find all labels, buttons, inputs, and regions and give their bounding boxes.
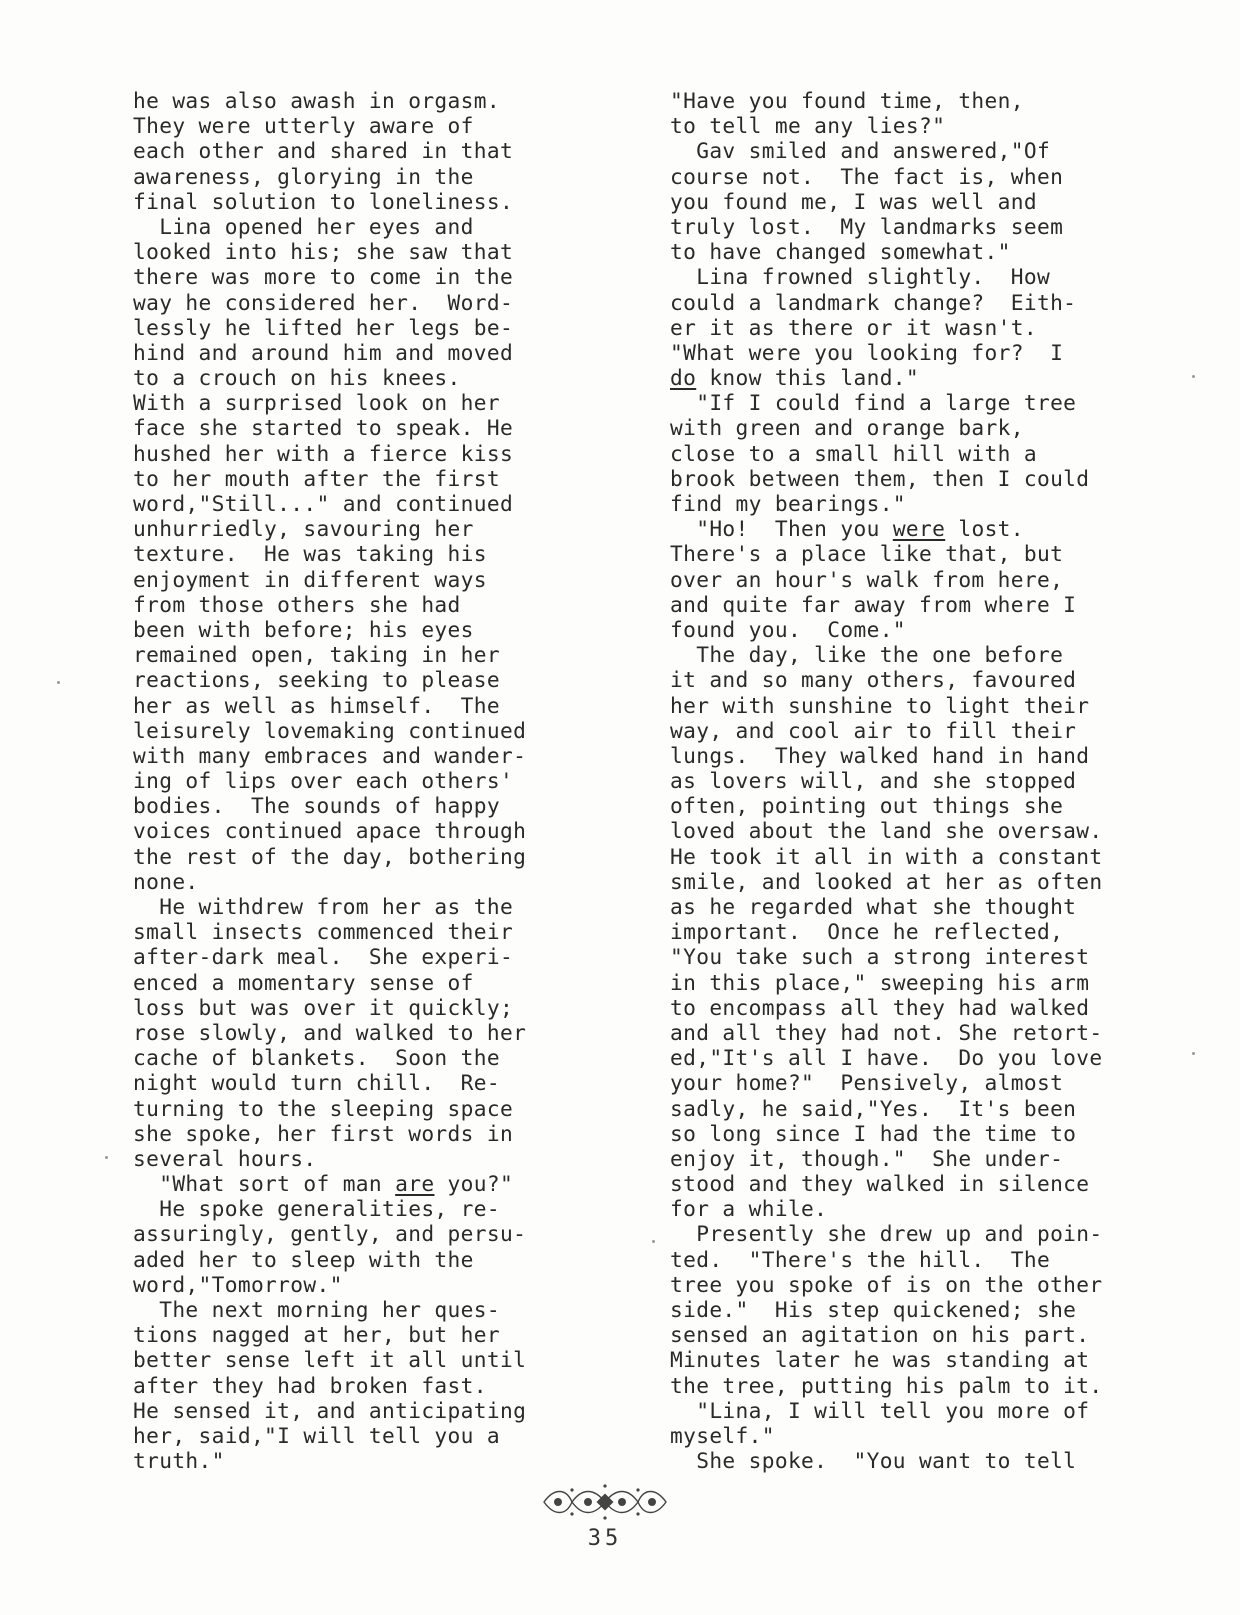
text-line: looked into his; she saw that xyxy=(133,239,514,265)
text-line: it and so many others, favoured xyxy=(670,667,1077,693)
text-line: side." His step quickened; she xyxy=(670,1297,1077,1322)
text-line: "If I could find a large tree xyxy=(670,390,1077,416)
text-line: enjoy it, though." She under- xyxy=(670,1145,1064,1171)
text-line: the rest of the day, bothering xyxy=(133,843,527,869)
text-line: sensed an agitation on his part. xyxy=(670,1322,1090,1348)
text-line: lungs. They walked hand in hand xyxy=(670,742,1090,768)
text-line: to tell me any lies?" xyxy=(670,113,946,139)
text-line: over an hour's walk from here, xyxy=(670,566,1064,592)
text-line: smile, and looked at her as often xyxy=(670,868,1103,894)
text-line: Presently she drew up and poin- xyxy=(670,1221,1103,1247)
text-line: none. xyxy=(133,868,199,894)
text-line: er it as there or it wasn't. xyxy=(670,314,1037,340)
text-line: awareness, glorying in the xyxy=(133,163,474,189)
text-line: rose slowly, and walked to her xyxy=(133,1019,527,1045)
text-line: found you. Come." xyxy=(670,616,906,642)
text-line: He spoke generalities, re- xyxy=(133,1196,500,1222)
text-line: "You take such a strong interest xyxy=(670,944,1090,970)
text-line: as he regarded what she thought xyxy=(670,894,1077,919)
text-line: There's a place like that, but xyxy=(670,541,1064,567)
text-line: she spoke, her first words in xyxy=(133,1120,514,1146)
text-line: They were utterly aware of xyxy=(133,113,474,139)
text-line: her, said,"I will tell you a xyxy=(133,1422,500,1448)
text-line: to a crouch on his knees. xyxy=(133,365,461,391)
text-line: face she started to speak. He xyxy=(133,415,514,441)
text-line: Gav smiled and answered,"Of xyxy=(670,138,1051,164)
text-line: for a while. xyxy=(670,1196,828,1222)
text-line: He sensed it, and anticipating xyxy=(133,1397,527,1423)
underlined-emphasis: are xyxy=(395,1171,435,1197)
text-line: truth." xyxy=(133,1448,225,1474)
text-line: way he considered her. Word- xyxy=(133,289,514,315)
left-text-column xyxy=(133,88,603,1473)
text-line: hushed her with a fierce kiss xyxy=(133,440,514,466)
text-line: reactions, seeking to please xyxy=(133,667,500,693)
text-line: myself." xyxy=(670,1422,775,1448)
text-line: and quite far away from where I xyxy=(670,591,1077,617)
text-line: texture. He was taking his xyxy=(133,541,487,567)
text-line: ted. "There's the hill. The xyxy=(670,1246,1051,1272)
text-line: He withdrew from her as the xyxy=(133,894,514,919)
text-line: been with before; his eyes xyxy=(133,616,474,642)
text-line: With a surprised look on her xyxy=(133,390,500,416)
text-line: your home?" Pensively, almost xyxy=(670,1070,1064,1096)
text-line: night would turn chill. Re- xyxy=(133,1070,500,1096)
text-line: find my bearings." xyxy=(670,491,906,516)
text-line: Minutes later he was standing at xyxy=(670,1347,1090,1373)
scan-speck xyxy=(105,1156,108,1159)
text-line: The day, like the one before xyxy=(670,642,1064,668)
text-line: aded her to sleep with the xyxy=(133,1246,474,1272)
scan-speck xyxy=(57,681,60,684)
scan-speck xyxy=(652,1240,655,1243)
text-line: from those others she had xyxy=(133,591,461,617)
text-line: often, pointing out things she xyxy=(670,793,1064,819)
text-line: to her mouth after the first xyxy=(133,465,500,491)
text-line: each other and shared in that xyxy=(133,138,514,164)
text-line: to have changed somewhat." xyxy=(670,239,1011,265)
text-line: "What were you looking for? I xyxy=(670,339,1064,365)
text-line: her as well as himself. The xyxy=(133,692,500,718)
text-line: do know this land." xyxy=(670,365,920,391)
text-line: her with sunshine to light their xyxy=(670,692,1090,718)
text-line: tions nagged at her, but her xyxy=(133,1322,500,1348)
text-line: there was more to come in the xyxy=(133,264,514,290)
text-line: The next morning her ques- xyxy=(133,1297,500,1322)
text-line: "Lina, I will tell you more of xyxy=(670,1397,1090,1423)
text-line: to encompass all they had walked xyxy=(670,994,1090,1020)
text-line: voices continued apace through xyxy=(133,818,527,844)
text-line: he was also awash in orgasm. xyxy=(133,88,500,113)
text-line: course not. The fact is, when xyxy=(670,163,1064,189)
text-line: ing of lips over each others' xyxy=(133,768,514,794)
text-line: final solution to loneliness. xyxy=(133,188,514,214)
text-line: He took it all in with a constant xyxy=(670,843,1103,869)
text-line: the tree, putting his palm to it. xyxy=(670,1372,1103,1398)
text-line: you found me, I was well and xyxy=(670,188,1037,214)
text-line: with green and orange bark, xyxy=(670,415,1024,441)
text-line: close to a small hill with a xyxy=(670,440,1037,466)
underlined-emphasis: were xyxy=(892,516,946,542)
text-line: remained open, taking in her xyxy=(133,642,500,668)
text-line: important. Once he reflected, xyxy=(670,919,1064,945)
text-line: leisurely lovemaking continued xyxy=(133,717,527,743)
text-line: could a landmark change? Eith- xyxy=(670,289,1077,315)
text-line: after-dark meal. She experi- xyxy=(133,944,514,970)
text-line: word,"Still..." and continued xyxy=(133,491,514,516)
decorative-ornament-icon xyxy=(540,1482,670,1522)
text-line: as lovers will, and she stopped xyxy=(670,768,1077,794)
text-line: "Ho! Then you were lost. xyxy=(670,516,1024,542)
scan-speck xyxy=(1192,375,1195,378)
text-line: ed,"It's all I have. Do you love xyxy=(670,1045,1103,1071)
page-number: 35 xyxy=(587,1526,623,1551)
text-line: enced a momentary sense of xyxy=(133,969,474,995)
text-line: enjoyment in different ways xyxy=(133,566,487,592)
text-line: tree you spoke of is on the other xyxy=(670,1271,1103,1297)
text-line: several hours. xyxy=(133,1145,317,1171)
text-line: brook between them, then I could xyxy=(670,465,1090,491)
text-line: stood and they walked in silence xyxy=(670,1171,1090,1197)
text-line: Lina frowned slightly. How xyxy=(670,264,1051,290)
text-line: so long since I had the time to xyxy=(670,1120,1077,1146)
text-line: and all they had not. She retort- xyxy=(670,1019,1103,1045)
text-line: cache of blankets. Soon the xyxy=(133,1045,500,1071)
right-text-column xyxy=(670,88,1140,1473)
text-line: truly lost. My landmarks seem xyxy=(670,213,1064,239)
text-line: in this place," sweeping his arm xyxy=(670,969,1090,995)
text-line: unhurriedly, savouring her xyxy=(133,516,474,542)
text-line: lessly he lifted her legs be- xyxy=(133,314,514,340)
text-line: word,"Tomorrow." xyxy=(133,1271,343,1297)
text-line: loss but was over it quickly; xyxy=(133,994,514,1020)
text-line: hind and around him and moved xyxy=(133,339,514,365)
text-line: sadly, he said,"Yes. It's been xyxy=(670,1095,1077,1121)
scan-speck xyxy=(1192,1052,1195,1055)
text-line: She spoke. "You want to tell xyxy=(670,1448,1077,1474)
text-line: loved about the land she oversaw. xyxy=(670,818,1103,844)
text-line: way, and cool air to fill their xyxy=(670,717,1077,743)
text-line: assuringly, gently, and persu- xyxy=(133,1221,527,1247)
text-line: "Have you found time, then, xyxy=(670,88,1024,113)
text-line: turning to the sleeping space xyxy=(133,1095,514,1121)
text-line: bodies. The sounds of happy xyxy=(133,793,500,819)
text-line: after they had broken fast. xyxy=(133,1372,487,1398)
text-line: "What sort of man are you?" xyxy=(133,1171,514,1197)
text-line: with many embraces and wander- xyxy=(133,742,527,768)
text-line: Lina opened her eyes and xyxy=(133,213,474,239)
text-line: small insects commenced their xyxy=(133,919,514,945)
underlined-emphasis: do xyxy=(670,365,697,391)
text-line: better sense left it all until xyxy=(133,1347,527,1373)
